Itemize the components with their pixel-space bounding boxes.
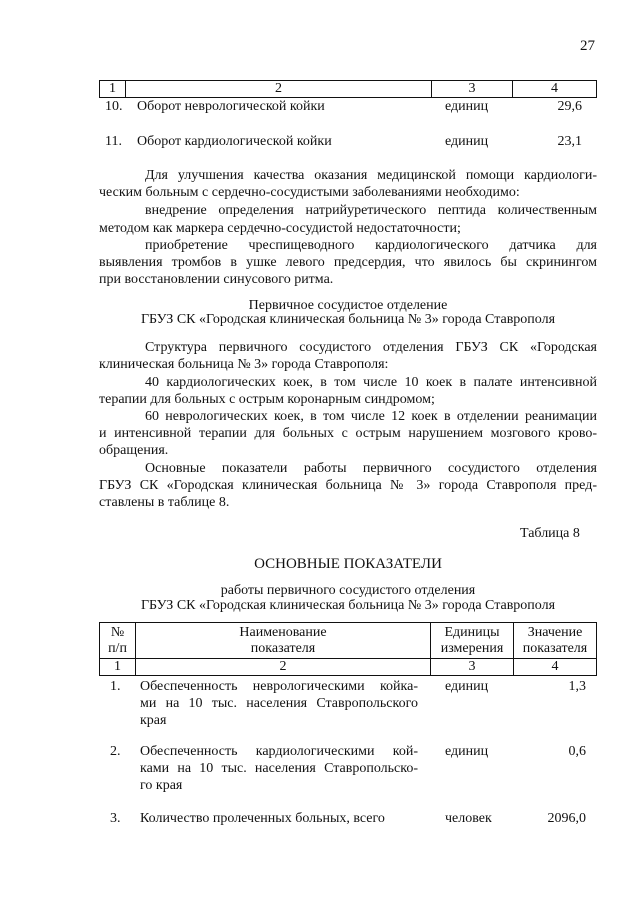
t8-row-1-name-l1: Обеспеченность неврологическими койка- [140,679,418,694]
head-value: Значение показателя [514,623,597,659]
structure-line-5: 60 неврологических коек, в том числе 12 коек в отделении реанимации [145,409,597,424]
table-subtitle-line-1: работы первичного сосудистого отделения [220,583,476,598]
t8-row-3-name-l1: Количество пролеченных больных, всего [140,811,385,826]
head-name: Наименование показателя [136,623,431,659]
t8-row-3-value: 2096,0 [547,811,586,826]
para-1-line-1: Для улучшения качества оказания медицинской помощи кардиологи- [145,168,597,183]
page-number: 27 [580,38,595,54]
colnum-4: 4 [514,659,597,676]
para-2-line-1: внедрение определения натрийуретического пептида количественным [145,203,597,218]
table8-header [99,622,597,676]
head-unit: Единицы измерения [431,623,514,659]
structure-line-8: Основные показатели работы первичного сосудистого отделения [145,461,597,476]
table-subtitle-line-2: ГБУЗ СК «Городская клиническая больница № 3» города Ставрополя [140,598,556,613]
row-10-name: Оборот неврологической койки [137,99,325,114]
structure-line-3: 40 кардиологических коек, в том числе 10 коек в палате интенсивной [145,375,597,390]
table-label: Таблица 8 [520,526,580,541]
t8-row-1-name-l3: края [140,713,167,728]
t8-row-1-unit: единиц [445,679,489,694]
row-10-value: 29,6 [557,99,582,114]
para-1-line-2: ческим больным с сердечно-сосудистыми заболеваниями необходимо: [99,185,520,200]
row-11-unit: единиц [445,134,489,149]
t8-row-2-unit: единиц [445,744,489,759]
col-1: 1 [100,81,126,98]
colnum-1: 1 [100,659,136,676]
row-11-num: 11. [105,134,122,149]
structure-line-7: обращения. [99,443,169,458]
t8-row-1-value: 1,3 [568,679,586,694]
t8-row-2-name-l2: ками на 10 тыс. населения Ставропольско- [140,761,418,776]
section-title-line-2: ГБУЗ СК «Городская клиническая больница № 3» города Ставрополя [140,312,556,327]
colnum-3: 3 [431,659,514,676]
t8-row-1-name-l2: ми на 10 тыс. населения Ставропольского [140,696,418,711]
colnum-2: 2 [136,659,431,676]
t8-row-3-num: 3. [110,811,121,826]
row-10-unit: единиц [445,99,489,114]
para-3-line-1: приобретение чреспищеводного кардиологического датчика для [145,238,597,253]
row-11-name: Оборот кардиологической койки [137,134,332,149]
col-3: 3 [432,81,513,98]
t8-row-3-unit: человек [445,811,492,826]
structure-line-6: и интенсивной терапии для больных с острым нарушением мозгового крово- [99,426,597,441]
para-2-line-2: методом как маркера сердечно-сосудистой недостаточности; [99,221,461,236]
top-table-header [99,80,597,98]
structure-line-9: ГБУЗ СК «Городская клиническая больница № 3» города Ставрополя пред- [99,478,597,493]
t8-row-1-num: 1. [110,679,121,694]
col-4: 4 [513,81,597,98]
t8-row-2-name-l1: Обеспеченность кардиологическими кой- [140,744,418,759]
section-title-line-1: Первичное сосудистое отделение [248,298,448,313]
structure-line-1: Структура первичного сосудистого отделения ГБУЗ СК «Городская [145,340,597,355]
para-3-line-3: при восстановлении синусового ритма. [99,272,334,287]
structure-line-2: клиническая больница № 3» города Ставрополя: [99,357,389,372]
structure-line-10: ставлены в таблице 8. [99,495,230,510]
structure-line-4: терапии для больных с острым коронарным синдромом; [99,392,435,407]
row-11-value: 23,1 [557,134,582,149]
row-10-num: 10. [105,99,123,114]
table-title: ОСНОВНЫЕ ПОКАЗАТЕЛИ [254,556,442,572]
t8-row-2-num: 2. [110,744,121,759]
col-2: 2 [126,81,432,98]
t8-row-2-value: 0,6 [568,744,586,759]
t8-row-2-name-l3: го края [140,778,183,793]
para-3-line-2: выявления тромбов в ушке левого предсердия, что явилось бы скринингом [99,255,597,270]
head-num: № п/п [100,623,136,659]
